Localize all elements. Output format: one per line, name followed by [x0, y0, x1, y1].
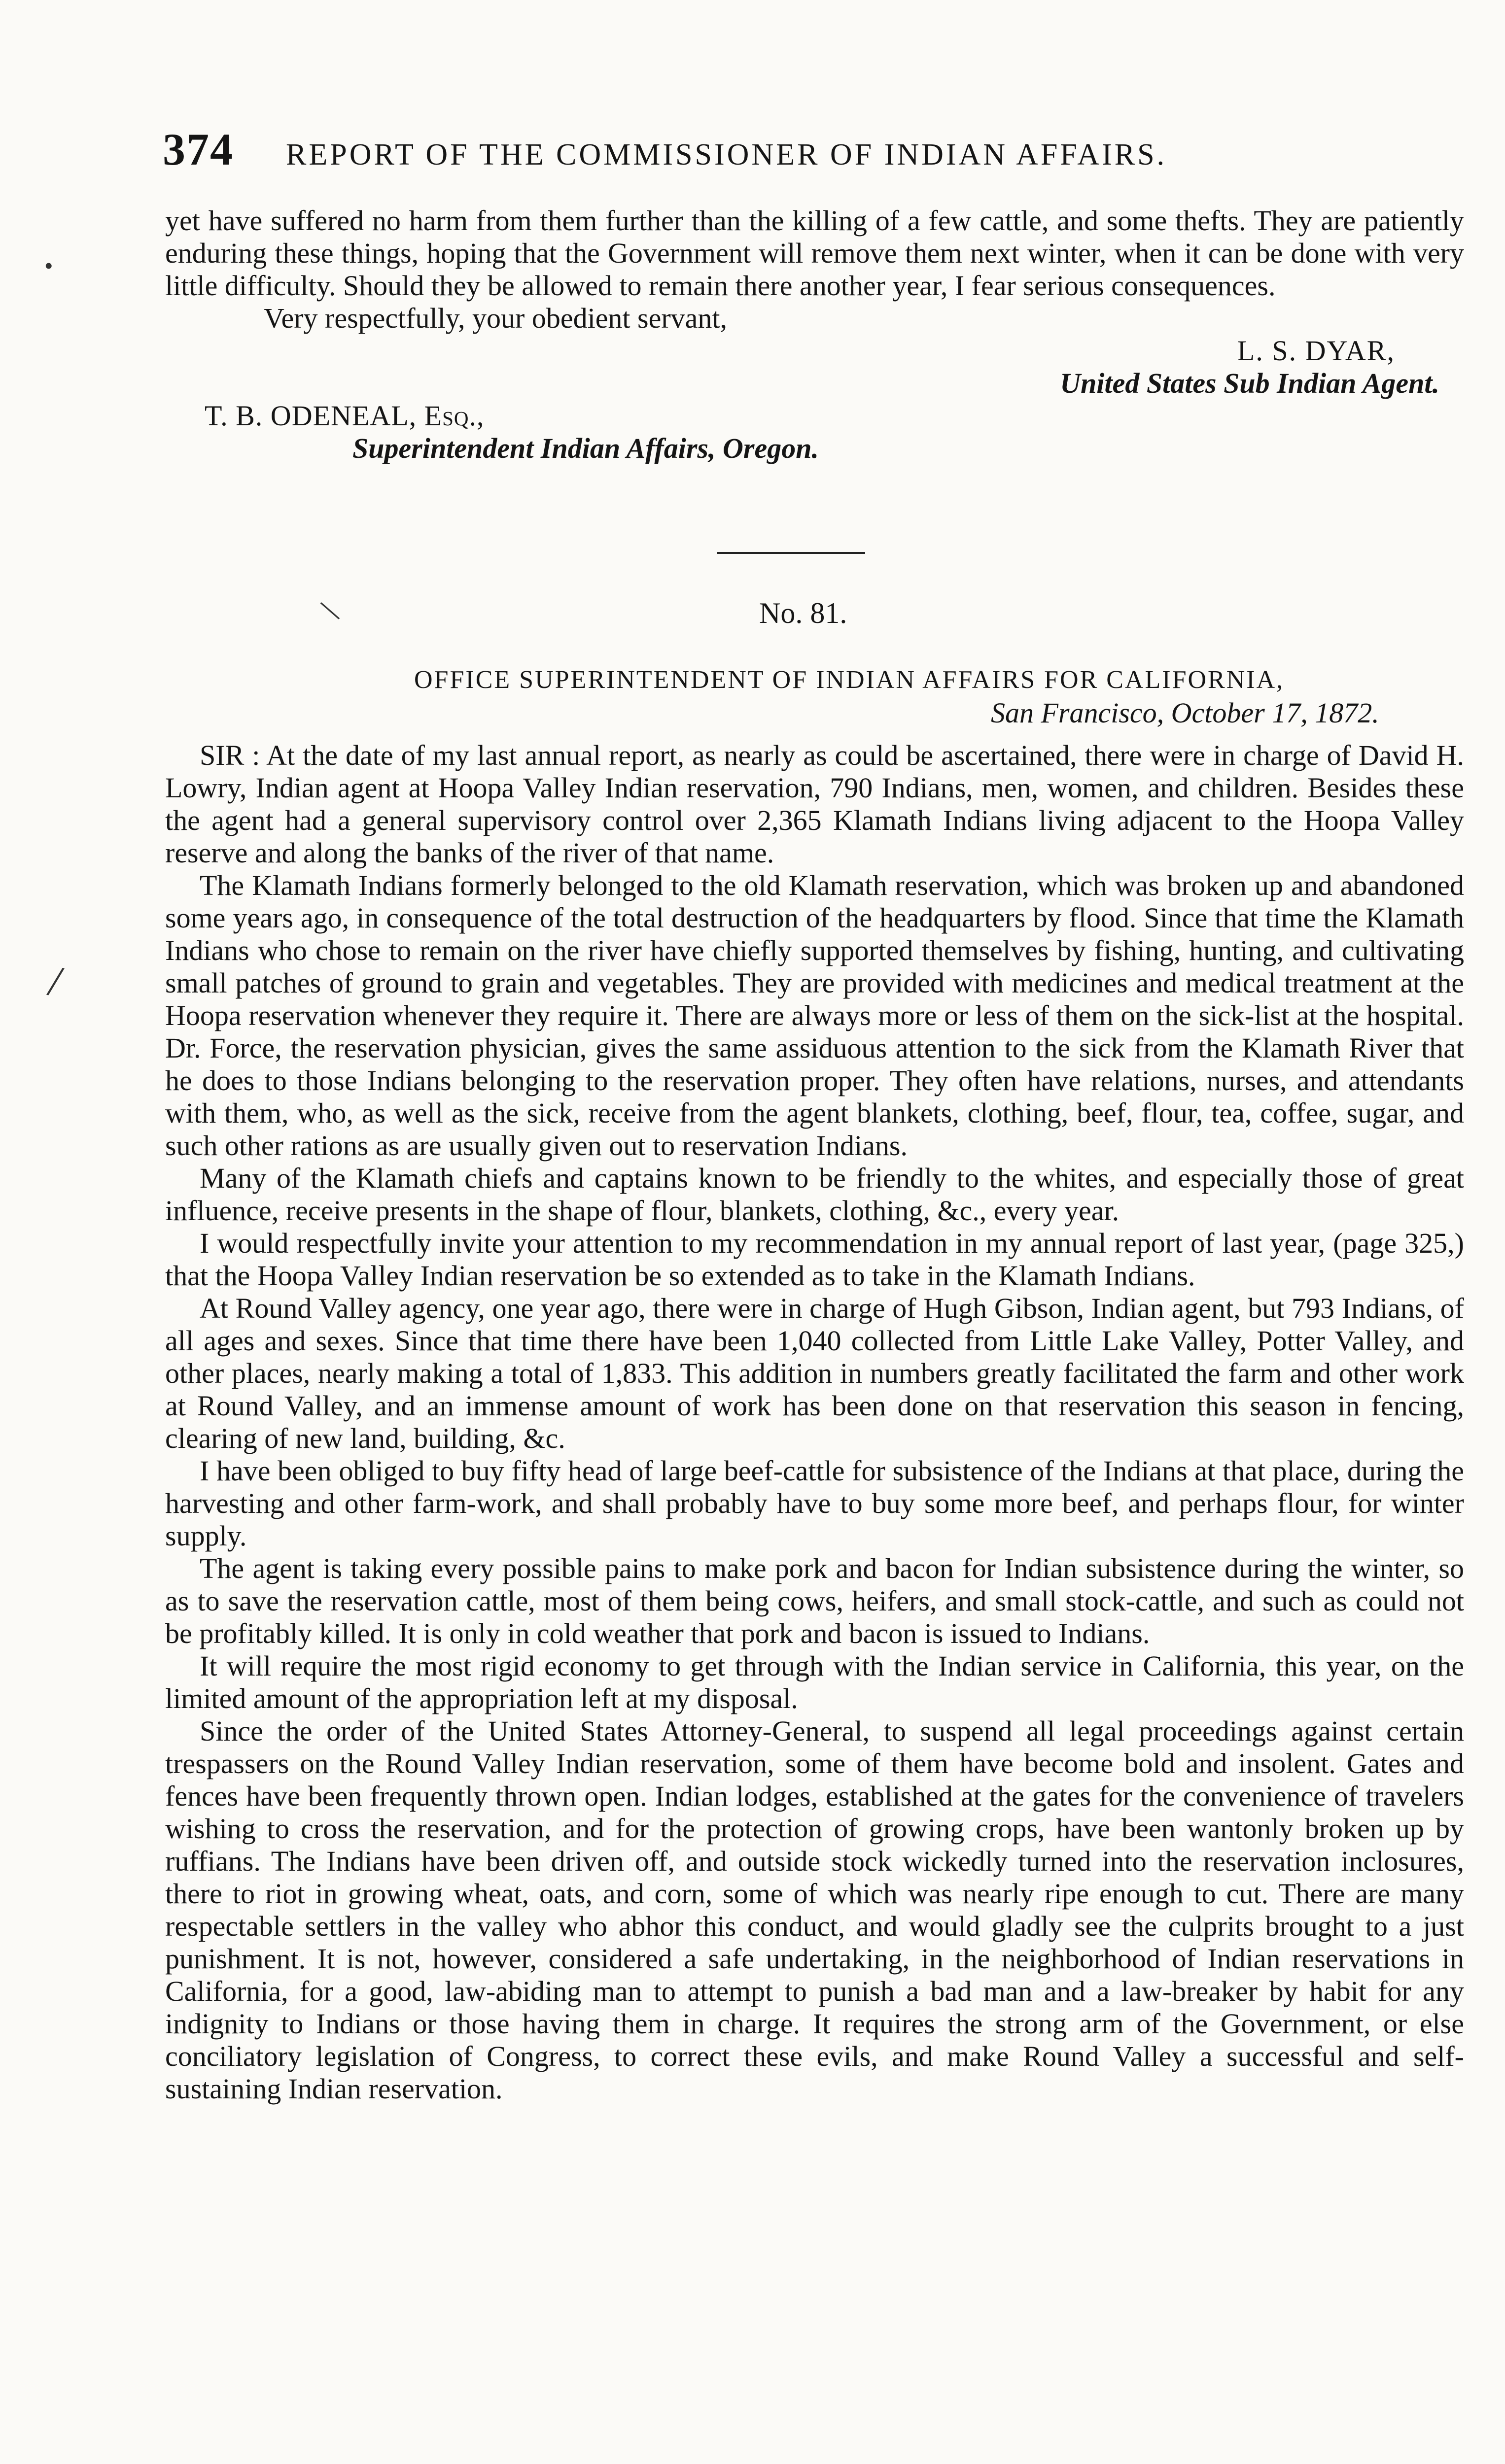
- dateline: San Francisco, October 17, 1872.: [991, 697, 1379, 729]
- body-paragraph-8: It will require the most rigid economy to get through with the Indian service in California, this year, on the limited amount of the appropriation left at my disposal.: [165, 1650, 1464, 1714]
- margin-pencil-mark: /: [44, 956, 67, 1007]
- signer-title: United States Sub Indian Agent.: [1060, 367, 1439, 399]
- previous-letter-end: [165, 205, 1464, 465]
- addressee-title: Superintendent Indian Affairs, Oregon.: [352, 432, 819, 464]
- body-paragraph-5: At Round Valley agency, one year ago, there were in charge of Hugh Gibson, Indian agent, but 793 Indians, of all ages and sexes. Since that time there have been 1,040 collected from Little Lake Valley, Potter Valley, and other places, nearly making a total of 1,833. This addition in numbers greatly facilitated the farm and other work at Round Valley, and an immense amount of work has been done on that reservation this season in fencing, clearing of new land, building, &c.: [165, 1292, 1464, 1454]
- margin-tick-mark: \: [316, 592, 344, 630]
- section-divider: [717, 552, 865, 554]
- document-number: No. 81.: [759, 597, 847, 629]
- body-paragraph-2: The Klamath Indians formerly belonged to the old Klamath reservation, which was broken up and abandoned some years ago, in consequence of the total destruction of the headquarters by flood. Since that time the Klamath Indians who chose to remain on the river have chiefly supported themselves by fishing, hunting, and cultivating small patches of ground to grain and vegetables. They are provided with medicines and medical treatment at the Hoopa reservation whenever they require it. There are always more or less of them on the sick-list at the hospital. Dr. Force, the reservation physician, gives the same assiduous attention to the sick from the Klamath River that he does to those Indians belonging to the reservation proper. They often have relations, nurses, and attendants with them, who, as well as the sick, receive from the agent blankets, clothing, beef, flour, tea, coffee, sugar, and such other rations as are usually given out to reservation Indians.: [165, 869, 1464, 1162]
- letter-end-paragraph: yet have suffered no harm from them further than the killing of a few cattle, and some thefts. They are patiently enduring these things, hoping that the Government will remove them next winter, when it can be done with very little difficulty. Should they be allowed to remain there another year, I fear serious consequences.: [165, 205, 1464, 302]
- signer-name: L. S. DYAR,: [1237, 335, 1395, 367]
- running-title: REPORT OF THE COMMISSIONER OF INDIAN AFFAIRS.: [286, 138, 1167, 171]
- paragraph-1-text: At the date of my last annual report, as nearly as could be ascertained, there were in charge of David H. Lowry, Indian agent at Hoopa Valley Indian reservation, 790 Indians, men, women, and children. Besides these the agent had a general supervisory control over 2,365 Klamath Indians living adjacent to the Hoopa Valley reserve and along the banks of the river of that name.: [165, 739, 1464, 869]
- margin-dot-mark: •: [44, 252, 53, 279]
- salutation: SIR :: [200, 739, 260, 771]
- body-paragraph-3: Many of the Klamath chiefs and captains known to be friendly to the whites, and especially those of great influence, receive presents in the shape of flour, blankets, clothing, &c., every year.: [165, 1162, 1464, 1227]
- page-header: [163, 123, 1444, 177]
- body-paragraph-7: The agent is taking every possible pains to make pork and bacon for Indian subsistence during the winter, so as to save the reservation cattle, most of them being cows, heifers, and small stock-cattle, and such as could not be profitably killed. It is only in cold weather that pork and bacon is issued to Indians.: [165, 1552, 1464, 1649]
- body-paragraph-9: Since the order of the United States Attorney-General, to suspend all legal proceedings against certain trespassers on the Round Valley Indian reservation, some of them have become bold and insolent. Gates and fences have been frequently thrown open. Indian lodges, established at the gates for the convenience of travelers wishing to cross the reservation, and for the protection of growing crops, have been wantonly broken up by ruffians. The Indians have been driven off, and outside stock wickedly turned into the reservation inclosures, there to riot in growing wheat, oats, and corn, some of which was nearly ripe enough to cut. There are many respectable settlers in the valley who abhor this conduct, and would gladly see the culprits brought to a just punishment. It is not, however, considered a safe undertaking, in the neighborhood of Indian reservations in California, for a good, law-abiding man to attempt to punish a bad man and a law-breaker by habit for any indignity to Indians or those having them in charge. It requires the strong arm of the Government, or else conciliatory legislation of Congress, to correct these evils, and make Round Valley a successful and self-sustaining Indian reservation.: [165, 1715, 1464, 2105]
- letter-body: [165, 739, 1464, 2105]
- addressee-name: T. B. ODENEAL, Esq.,: [205, 400, 485, 432]
- office-heading: OFFICE SUPERINTENDENT OF INDIAN AFFAIRS FOR CALIFORNIA,: [414, 666, 1285, 694]
- body-paragraph-4: I would respectfully invite your attention to my recommendation in my annual report of last year, (page 325,) that the Hoopa Valley Indian reservation be so extended as to take in the Klamath Indians.: [165, 1227, 1464, 1292]
- body-paragraph-6: I have been obliged to buy fifty head of large beef-cattle for subsistence of the Indians at that place, during the harvesting and other farm-work, and shall probably have to buy some more beef, and perhaps flour, for winter supply.: [165, 1455, 1464, 1552]
- page-number: 374: [163, 124, 234, 174]
- letter-closing: Very respectfully, your obedient servant,: [264, 302, 728, 334]
- body-paragraph-1: [165, 739, 1464, 869]
